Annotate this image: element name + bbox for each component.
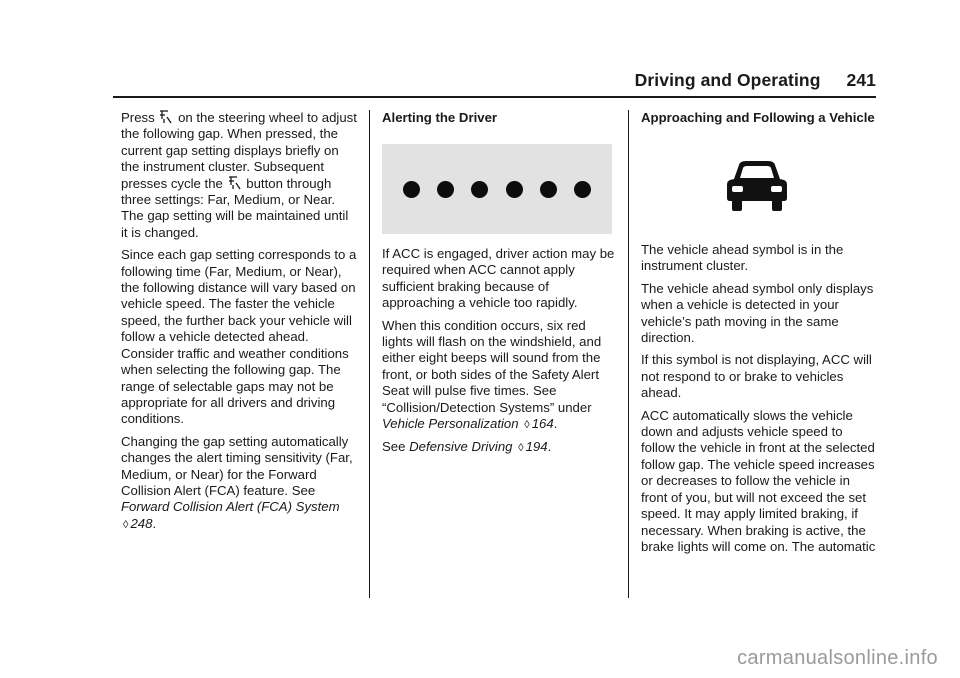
paragraph: ACC automatically slows the vehicle down and adjusts vehicle speed to follow the vehicle in front at the selected follow gap. The vehicle speed increases or decreases to follow the vehicle in front of you, but will not exceed the set speed. It may apply limited braking, if necessary. When braking is active, the brake lights will come on. The automatic [641, 407, 876, 554]
section-heading: Approaching and Following a Vehicle [641, 110, 875, 125]
section-title: Driving and Operating [634, 70, 821, 90]
page-header [0, 70, 876, 91]
text-run: Changing the gap setting automatically changes the alert timing sensitivity (Far, Medium, or Near) for the Forward Collision Alert (FCA) feature. See [121, 433, 353, 498]
paragraph [382, 439, 618, 456]
vehicle-ahead-illustration [641, 134, 877, 238]
text-run: button through three settings: Far, Medium, or Near. The gap setting will be maintained until it is changed. [121, 175, 349, 240]
paragraph: Since each gap setting corresponds to a following time (Far, Medium, or Near), the following distance will vary based on vehicle speed. The faster the vehicle speed, the further back your vehicle will follow a vehicle detected ahead. Consider traffic and weather conditions when selecting the following gap. The range of selectable gaps may not be appropriate for all drivers and driving conditions. [121, 247, 357, 427]
page-number: 241 [846, 70, 876, 90]
page-ref-icon: ◊ [123, 518, 129, 531]
section-heading: Alerting the Driver [382, 110, 498, 125]
paragraph [382, 318, 618, 434]
column-2 [382, 110, 618, 463]
paragraph: If ACC is engaged, driver action may be required when ACC cannot apply sufficient braking because of approaching a vehicle too rapidly. [382, 246, 615, 311]
text-run: When this condition occurs, six red lights will flash on the windshield, and either eight beeps will sound from the front, or both sides of the Safety Alert Seat will pulse five times. See “Collision/Detection Systems” under [382, 317, 602, 415]
paragraph: The vehicle ahead symbol is in the instrument cluster. [641, 242, 844, 274]
alert-light-icon [471, 181, 488, 198]
punctuation: . [553, 416, 558, 432]
page-reference[interactable]: 164 [531, 416, 554, 432]
column-divider [369, 110, 370, 598]
alert-light-icon [403, 181, 420, 198]
alert-light-icon [574, 181, 591, 198]
alert-light-icon [540, 181, 557, 198]
text-run: Press [121, 110, 155, 125]
alert-lights-illustration [382, 144, 612, 234]
vehicle-ahead-icon [726, 160, 788, 212]
paragraph [121, 434, 357, 533]
column-1 [121, 110, 357, 539]
paragraph: The vehicle ahead symbol only displays when a vehicle is detected in your vehicle’s path moving in the same direction. [641, 280, 874, 346]
gap-setting-icon [228, 176, 241, 190]
punctuation: . [547, 439, 552, 455]
page-ref-icon: ◊ [518, 442, 524, 455]
alert-light-icon [506, 181, 523, 198]
column-3 [641, 110, 877, 561]
header-rule [113, 96, 876, 98]
column-divider [628, 110, 629, 598]
page-reference[interactable]: 194 [525, 439, 548, 455]
punctuation: . [152, 515, 157, 531]
cross-reference-link[interactable]: Defensive Driving [409, 439, 513, 455]
paragraph: If this symbol is not displaying, ACC will not respond to or brake to vehicles ahead. [641, 352, 872, 401]
page-reference[interactable]: 248 [130, 515, 153, 531]
cross-reference-link[interactable]: Vehicle Personalization [382, 416, 519, 432]
text-run: See [382, 439, 406, 455]
text-run: on the steering wheel to adjust the following gap. When pressed, the current gap setting displays briefly on the instrument cluster. Subsequent presses cycle the [121, 110, 357, 191]
alert-light-icon [437, 181, 454, 198]
watermark: carmanualsonline.info [737, 647, 938, 669]
paragraph [121, 110, 357, 241]
cross-reference-link[interactable]: Forward Collision Alert (FCA) System [121, 499, 340, 515]
gap-setting-icon [159, 110, 172, 124]
page-ref-icon: ◊ [524, 419, 530, 432]
